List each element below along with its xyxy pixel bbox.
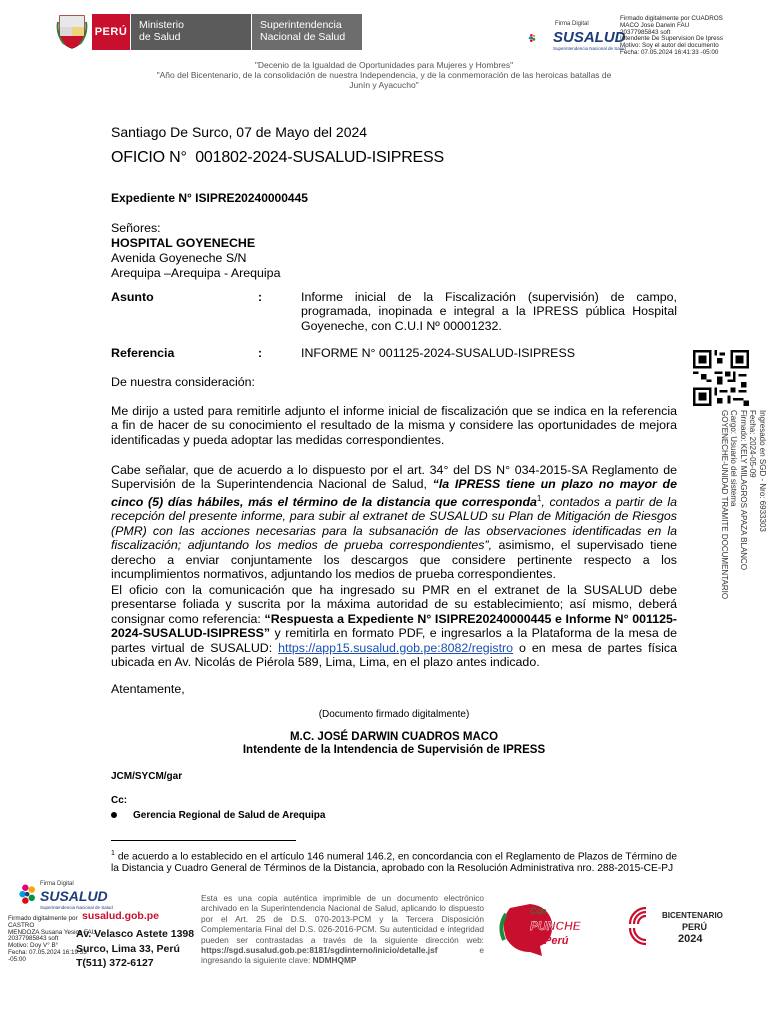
susalud-flower-logo-icon: [18, 880, 40, 912]
superintendencia-line-2: Nacional de Salud: [260, 31, 346, 43]
footer-address: [76, 927, 194, 971]
oficio-number: 001802-2024-SUSALUD-ISIPRESS: [195, 149, 444, 166]
bicentenario-word: BICENTENARIO: [662, 911, 723, 920]
signature-line: Motivo: Doy V° B°: [8, 942, 59, 950]
recipient-address-1: Avenida Goyeneche S/N: [111, 251, 247, 265]
bicentenario-country: PERÚ: [682, 922, 708, 932]
cc-list-item: [111, 810, 325, 821]
referencia-label: Referencia: [111, 346, 175, 360]
signature-line: Fecha: 07.05.2024 16:41:33 -05:00: [620, 48, 719, 56]
paragraph-3: [111, 583, 677, 669]
peru-label: PERÚ: [94, 26, 128, 38]
footnote-ref: 1: [536, 493, 542, 503]
recipient-address-2: Arequipa –Arequipa - Arequipa: [111, 266, 281, 280]
signature-line: MENDOZA Susana Yesica FAU: [8, 928, 97, 936]
paragraph-3-middle: y remitirla en formato PDF, e ingresarlos a la Plataforma de la mesa de partes virtual de SUSALUD:: [111, 626, 677, 655]
stamp-line: Fecha: 2024-05-09: [748, 410, 758, 478]
bullet-icon: [111, 812, 117, 818]
authenticity-disclaimer: [201, 893, 484, 966]
expediente-number: Expediente N° ISIPRE20240000445: [111, 191, 308, 205]
cc-item-text: Gerencia Regional de Salud de Arequipa: [133, 810, 326, 821]
signature-line: 20377985843 soft: [620, 28, 671, 36]
paragraph-3-intro: El oficio con la comunicación que ha ingresado su PMR en el extranet de la SUSALUD debe presentarse foliada y suscrita por la máxima autoridad de su establecimiento; así mismo, deberá consignar como referencia:: [111, 583, 677, 626]
referencia-colon: :: [258, 346, 263, 360]
footnote-number: 1: [111, 850, 115, 857]
bicentenario-peru-2024-logo: [626, 902, 746, 946]
signer-name: M.C. JOSÉ DARWIN CUADROS MACO: [289, 731, 499, 743]
footer-susalud-logo-subtitle: Superintendencia Nacional de Salud: [40, 905, 113, 910]
qr-code-icon: [693, 350, 749, 406]
place-date: Santiago De Surco, 07 de Mayo del 2024: [111, 124, 368, 140]
superintendencia-logo-block: [252, 14, 362, 50]
firma-digital-label: Firma Digital: [555, 21, 589, 27]
cc-label: Cc:: [111, 795, 128, 806]
con-punche-word-3: Perú: [544, 935, 569, 947]
senores-label: Señores:: [111, 221, 161, 235]
bicentenario-year: 2024: [678, 933, 703, 945]
signature-line: MACO Jose Darwin FAU: [620, 21, 690, 29]
paragraph-1: Me dirijo a usted para remitirle adjunto el informe inicial de fiscalización que se indica en la referencia a fin de hacer de su conocimiento el resultado de la misma y considere las oportunidades de mejora identificadas y pueda adoptar las medidas correspondientes.: [111, 404, 677, 447]
digital-signature-block: [620, 16, 760, 57]
ministerio-line-1: Ministerio: [139, 19, 184, 31]
ministerio-logo-block: [131, 14, 251, 50]
footnote-text: de acuerdo a lo establecido en el artículo 146 numeral 146.2, en concordancia con el Reglamento de Plazos de Término de la Distancia y Cuadro General de Términos de la Distancia, aprobado con la Resolución Administrativa nro. 288-2015-CE-PJ: [111, 851, 677, 875]
paragraph-2: [111, 463, 677, 581]
ministerio-line-2: de Salud: [139, 31, 181, 43]
asunto-label: Asunto: [111, 290, 154, 304]
sgd-registration-stamp: [697, 410, 767, 610]
con-punche-word-1: Con: [530, 906, 547, 916]
peru-coat-of-arms-icon: [56, 12, 88, 50]
paragraph-2-rest: asimismo, el supervisado tiene derecho a enviar conjuntamente los descargos que considere pertinente respecto a los incumplimientos normativos, adjuntando los medios de prueba correspondientes.: [111, 538, 677, 581]
stamp-line: Firmado: KELY MILAGROS APAZA BLANCO: [738, 410, 748, 571]
registro-link[interactable]: https://app15.susalud.gob.pe:8082/registro: [278, 640, 514, 655]
footnote: [111, 848, 677, 875]
signed-note: (Documento firmado digitalmente): [318, 709, 470, 720]
recipient-name: HOSPITAL GOYENECHE: [111, 236, 256, 250]
decenio-slogan: "Decenio de la Igualdad de Oportunidades para Mujeres y Hombres": [254, 60, 514, 70]
recipient-block: [111, 221, 280, 281]
closing: Atentamente,: [111, 682, 185, 696]
disclaimer-url[interactable]: https://sgd.susalud.gob.pe:8181/sgdinterno/inicio/detalle.jsf: [201, 945, 438, 956]
asunto-text: Informe inicial de la Fiscalización (supervisión) de campo, programada, inopinada e integral a la IPRESS pública Hospital Goyeneche, con C.U.I Nº 00001232.: [301, 290, 677, 333]
signer-title: Intendente de la Intendencia de Supervisión de IPRESS: [242, 744, 546, 756]
footer-firma-digital-label: Firma Digital: [40, 881, 74, 887]
disclaimer-text: Esta es una copia auténtica imprimible de un documento electrónico archivado en la Superintendencia Nacional de Salud, aplicando lo dispuesto por el Art. 25 de D.S. 070-2013-PCM y la Tercera Disposición Complementaria Final del D.S. 026-2016-PCM. Su autenticidad e integridad pueden ser contrastadas a través de la siguiente dirección web:: [201, 893, 484, 945]
referencia-text: INFORME N° 001125-2024-SUSALUD-ISIPRESS: [301, 346, 575, 360]
signature-line: 20377985843 soft: [8, 935, 59, 943]
asunto-colon: :: [258, 290, 263, 304]
susalud-logo-text: SUSALUD: [553, 29, 626, 46]
signature-line: Intendente De Supervision De Ipress: [620, 35, 723, 43]
stamp-line: Ingresado en SGD - Nro: 6933303: [758, 410, 767, 532]
signature-line: Motivo: Soy el autor del documento: [620, 42, 719, 50]
paragraph-2-intro: Cabe señalar, que de acuerdo a lo dispuesto por el art. 34° del DS N° 034-2015-SA Reglamento de Supervisión de la Superintendencia Nacional de Salud,: [111, 463, 677, 492]
bicentenario-slogan-line-2: Junín y Ayacucho": [349, 80, 419, 90]
signature-line: Fecha: 07.05.2024 16:19:53 -05:00: [8, 948, 87, 963]
susalud-flower-logo-icon: [528, 22, 556, 54]
stamp-line: Cargo: Usuario del sistema: [729, 410, 739, 507]
footer-website[interactable]: susalud.gob.pe: [82, 910, 160, 922]
initials: JCM/SYCM/gar: [111, 771, 183, 782]
susalud-logo-subtitle: Superintendencia Nacional de Salud: [553, 46, 626, 51]
peru-logo-block: [92, 14, 130, 50]
footer-address-line: Surco, Lima 33, Perú: [76, 942, 180, 955]
signature-line: Firmado digitalmente por CUADROS: [620, 15, 723, 22]
signature-line: Firmado digitalmente por CASTRO: [8, 915, 78, 929]
con-punche-word-2: PUNCHE: [530, 919, 581, 933]
superintendencia-line-1: Superintendencia: [260, 19, 342, 31]
footer-susalud-logo-text: SUSALUD: [40, 888, 108, 904]
footer-address-line: Av. Velasco Astete 1398: [76, 928, 195, 940]
disclaimer-key: NDMHQMP: [312, 955, 357, 966]
oficio-prefix: OFICIO N°: [111, 149, 187, 166]
disclaimer-text-2: e ingresando la siguiente clave:: [201, 945, 484, 966]
greeting: De nuestra consideración:: [111, 375, 255, 389]
bicentenario-slogan-line-1: "Año del Bicentenario, de la consolidación de nuestra Independencia, y de la conmemoración de las heroicas batallas de: [156, 70, 612, 80]
stamp-line: GOYENECHE-UNIDAD TRAMITE DOCUMENTARIO: [719, 410, 729, 600]
paragraph-3-reference: “Respuesta a Expediente N° ISIPRE20240000445 e Informe N° 001125-2024-SUSALUD-ISIPRESS”: [111, 611, 677, 641]
paragraph-2-quote: , contados a partir de la recepción del presente informe, para subir al extranet de SUSALUD su Plan de Mitigación de Riesgos (PMR) con las acciones necesarias para la subsanación de las observaciones identificadas en la fiscalización; adjuntando los medios de prueba correspondientes”,: [111, 494, 677, 553]
oficio-title: [111, 149, 444, 167]
footer-phone: T(511) 372-6127: [76, 957, 154, 969]
paragraph-2-quote-bold: “la IPRESS tiene un plazo no mayor de cinco (5) días hábiles, más el término de la distancia que corresponda: [111, 477, 677, 509]
con-punche-peru-logo: [496, 900, 586, 958]
footnote-divider: [111, 840, 296, 841]
paragraph-3-end: o en mesa de partes física ubicada en Av. Nicolás de Piérola 589, Lima, Lima, en el plazo antes indicado.: [111, 640, 677, 670]
